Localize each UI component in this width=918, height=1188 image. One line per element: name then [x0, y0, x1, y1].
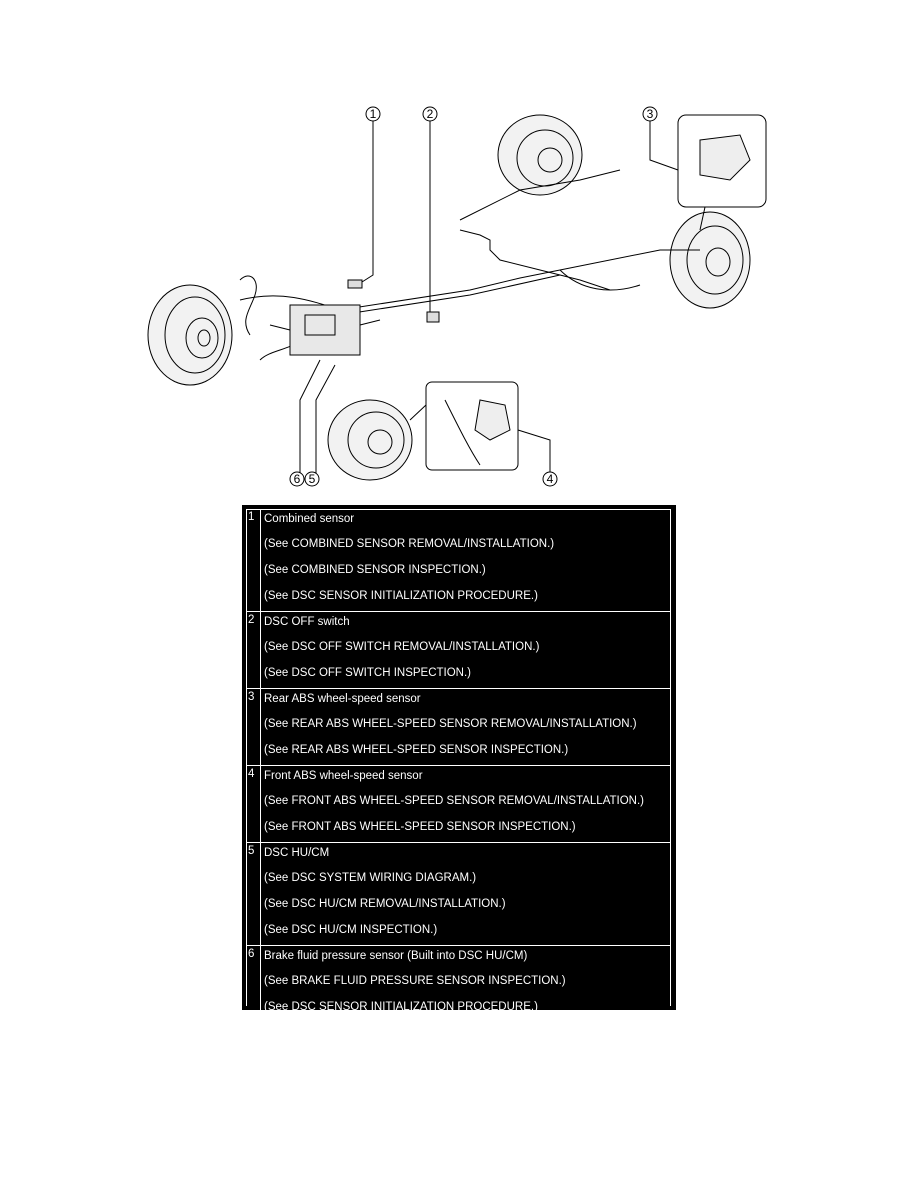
legend-item-body	[261, 689, 671, 766]
legend-item-number: 3	[246, 689, 261, 766]
legend-item-reference: (See DSC HU/CM INSPECTION.)	[264, 924, 438, 936]
legend-item-title: DSC HU/CM	[264, 847, 330, 859]
front-right-wheel	[328, 400, 412, 480]
callout-6	[290, 472, 304, 486]
legend-item-number: 6	[246, 946, 261, 1023]
frame-divider	[670, 509, 671, 1006]
legend-table-frame	[242, 505, 676, 1013]
legend-item-number: 4	[246, 766, 261, 843]
callout-4	[543, 472, 557, 486]
svg-text:3: 3	[646, 107, 654, 121]
legend-table	[246, 509, 670, 1023]
front-sensor-inset	[410, 382, 518, 470]
legend-item-reference: (See DSC SENSOR INITIALIZATION PROCEDURE.)	[264, 1001, 538, 1013]
svg-text:2: 2	[426, 107, 434, 121]
legend-row	[246, 946, 670, 1023]
rear-right-wheel	[670, 212, 750, 308]
legend-item-reference: (See DSC OFF SWITCH REMOVAL/INSTALLATION.)	[264, 641, 540, 653]
svg-text:1: 1	[369, 107, 377, 121]
rear-sensor-inset	[678, 115, 766, 230]
legend-item-reference: (See FRONT ABS WHEEL-SPEED SENSOR INSPECTION.)	[264, 821, 576, 833]
legend-item-number: 2	[246, 612, 261, 689]
svg-text:4: 4	[546, 472, 554, 486]
legend-item-reference: (See FRONT ABS WHEEL-SPEED SENSOR REMOVAL/INSTALLATION.)	[264, 795, 645, 807]
legend-row	[246, 509, 670, 612]
legend-item-reference: (See BRAKE FLUID PRESSURE SENSOR INSPECTION.)	[264, 975, 566, 987]
legend-row	[246, 612, 670, 689]
dsc-off-switch	[427, 312, 439, 322]
legend-item-reference: (See DSC OFF SWITCH INSPECTION.)	[264, 667, 472, 679]
svg-text:6: 6	[293, 472, 301, 486]
legend-item-body	[261, 612, 671, 689]
legend-row	[246, 843, 670, 946]
callout-1	[366, 107, 380, 121]
front-left-wheel	[148, 285, 232, 385]
callout-5	[305, 472, 319, 486]
legend-item-body	[261, 509, 671, 612]
legend-item-number: 5	[246, 843, 261, 946]
component-location-diagram	[140, 100, 780, 492]
legend-item-title: DSC OFF switch	[264, 616, 350, 628]
legend-item-title: Brake fluid pressure sensor (Built into DSC HU/CM)	[264, 950, 528, 962]
legend-item-reference: (See DSC SENSOR INITIALIZATION PROCEDURE.)	[264, 590, 538, 602]
legend-row	[246, 766, 670, 843]
dsc-system-illustration	[140, 100, 780, 492]
legend-row	[246, 689, 670, 766]
legend-item-body	[261, 843, 671, 946]
combined-sensor	[348, 280, 362, 288]
legend-item-title: Rear ABS wheel-speed sensor	[264, 693, 421, 705]
legend-item-body	[261, 946, 671, 1023]
legend-item-reference: (See REAR ABS WHEEL-SPEED SENSOR REMOVAL/INSTALLATION.)	[264, 718, 637, 730]
rear-left-wheel	[498, 115, 582, 195]
callout-2	[423, 107, 437, 121]
svg-text:5: 5	[308, 472, 316, 486]
legend-item-title: Combined sensor	[264, 513, 355, 525]
legend-item-title: Front ABS wheel-speed sensor	[264, 770, 423, 782]
legend-item-reference: (See COMBINED SENSOR REMOVAL/INSTALLATION.)	[264, 538, 555, 550]
legend-item-reference: (See REAR ABS WHEEL-SPEED SENSOR INSPECTION.)	[264, 744, 569, 756]
legend-item-reference: (See DSC SYSTEM WIRING DIAGRAM.)	[264, 872, 477, 884]
callout-3	[643, 107, 657, 121]
legend-item-reference: (See COMBINED SENSOR INSPECTION.)	[264, 564, 486, 576]
legend-item-number: 1	[246, 509, 261, 612]
legend-item-body	[261, 766, 671, 843]
legend-item-reference: (See DSC HU/CM REMOVAL/INSTALLATION.)	[264, 898, 506, 910]
